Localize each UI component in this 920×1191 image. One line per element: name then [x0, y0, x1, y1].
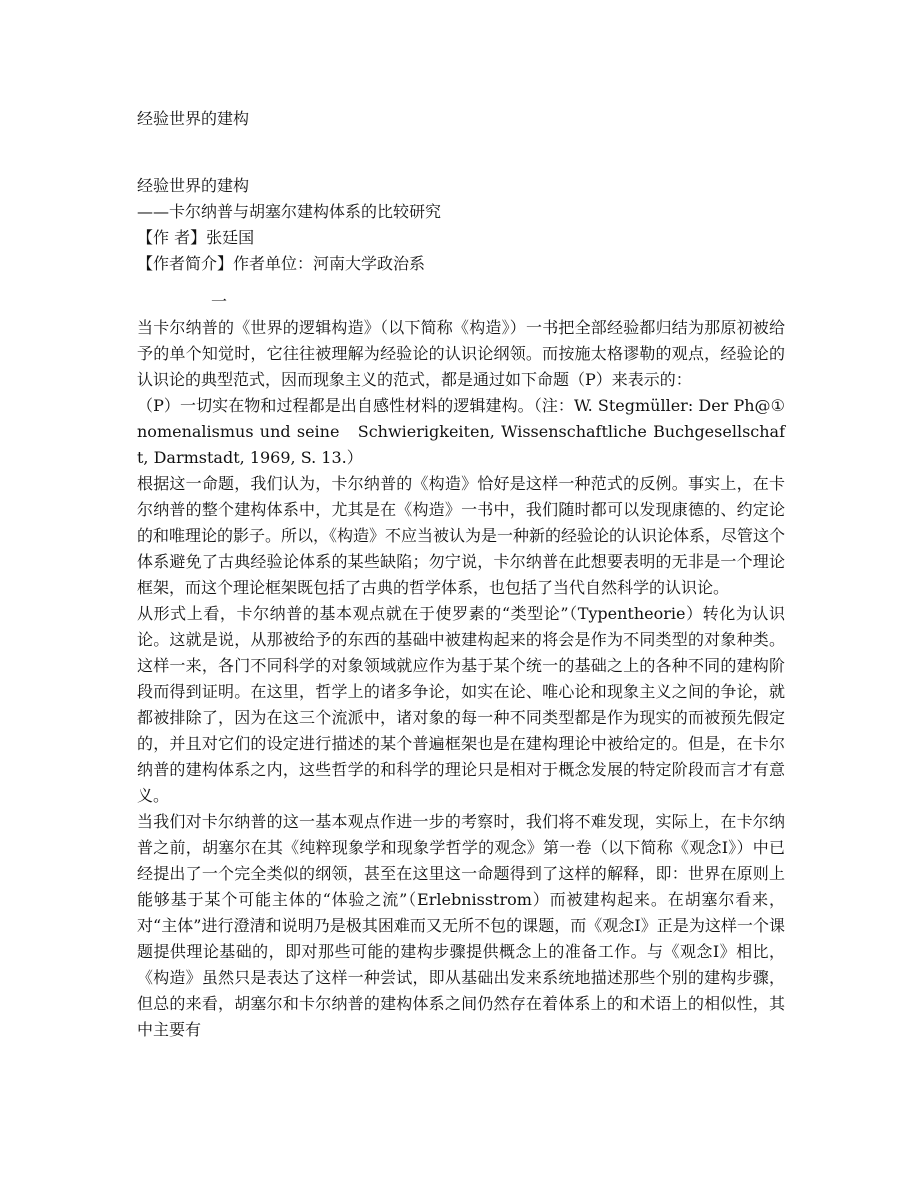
author-line: 【作 者】张廷国 [137, 228, 255, 247]
paragraph-4: 从形式上看，卡尔纳普的基本观点就在于使罗素的“类型论”（Typentheorie）转化为认识论。这就是说，从那被给予的东西的基础中被建构起来的将会是作为不同类型的对象种类。这样一来，各门不同科学的对象领域就应作为基于某个统一的基础之上的各种不同的建构阶段而得到证明。在这里，哲学上的诸多争论，如实在论、唯心论和现象主义之间的争论，就都被排除了，因为在这三个流派中，诸对象的每一种不同类型都是作为现实的而被预先假定的，并且对它们的设定进行描述的某个普遍框架也是在建构理论中被给定的。但是，在卡尔纳普的建构体系之内，这些哲学的和科学的理论只是相对于概念发展的特定阶段而言才有意义。 [137, 604, 785, 805]
paragraph-5: 当我们对卡尔纳普的这一基本观点作进一步的考察时，我们将不难发现，实际上，在卡尔纳普之前，胡塞尔在其《纯粹现象学和现象学哲学的观念》第一卷（以下简称《观念Ⅰ》）中已经提出了一个完全类似的纲领，甚至在这里这一命题得到了这样的解释，即：世界在原则上能够基于某个可能主体的“体验之流”（Erlebnisstrom）而被建构起来。在胡塞尔看来，对“主体”进行澄清和说明乃是极其困难而又无所不包的课题，而《观念Ⅰ》正是为这样一个课题提供理论基础的，即对那些可能的建构步骤提供概念上的准备工作。与《观念Ⅰ》相比，《构造》虽然只是表达了这样一种尝试，即从基础出发来系统地描述那些个别的建构步骤，但总的来看，胡塞尔和卡尔纳普的建构体系之间仍然存在着体系上的和术语上的相似性，其中主要有 [137, 812, 785, 1039]
paragraph-3: 根据这一命题，我们认为，卡尔纳普的《构造》恰好是这样一种范式的反例。事实上，在卡尔纳普的整个建构体系中，尤其是在《构造》一书中，我们随时都可以发现康德的、约定论的和唯理论的影子。所以，《构造》不应当被认为是一种新的经验论的认识论体系，尽管这个体系避免了古典经验论体系的某些缺陷；勿宁说，卡尔纳普在此想要表明的无非是一个理论框架，而这个理论框架既包括了古典的哲学体系，也包括了当代自然科学的认识论。 [137, 474, 786, 597]
article-title: 经验世界的建构 [137, 176, 250, 195]
article-header [137, 173, 785, 277]
article-body [137, 315, 785, 1043]
section-number: 一 [211, 292, 228, 311]
article-subtitle: ——卡尔纳普与胡塞尔建构体系的比较研究 [137, 202, 442, 221]
paragraph-2: （P）一切实在物和过程都是出自感性材料的逻辑建构。（注：W. Stegmüller: Der Ph@①nomenalismus und seine Schwierigkeiten, Wissenschaftliche Buchgesellschaft, Darmstadt, 1969, S. 13.） [137, 396, 785, 467]
page-title: 经验世界的建构 [137, 109, 250, 128]
paragraph-1: 当卡尔纳普的《世界的逻辑构造》（以下简称《构造》）一书把全部经验都归结为那原初被给予的单个知觉时，它往往被理解为经验论的认识论纲领。而按施太格谬勒的观点，经验论的认识论的典型范式，因而现象主义的范式，都是通过如下命题（P）来表示的： [137, 318, 785, 389]
affiliation-line: 【作者简介】作者单位：河南大学政治系 [137, 254, 426, 273]
